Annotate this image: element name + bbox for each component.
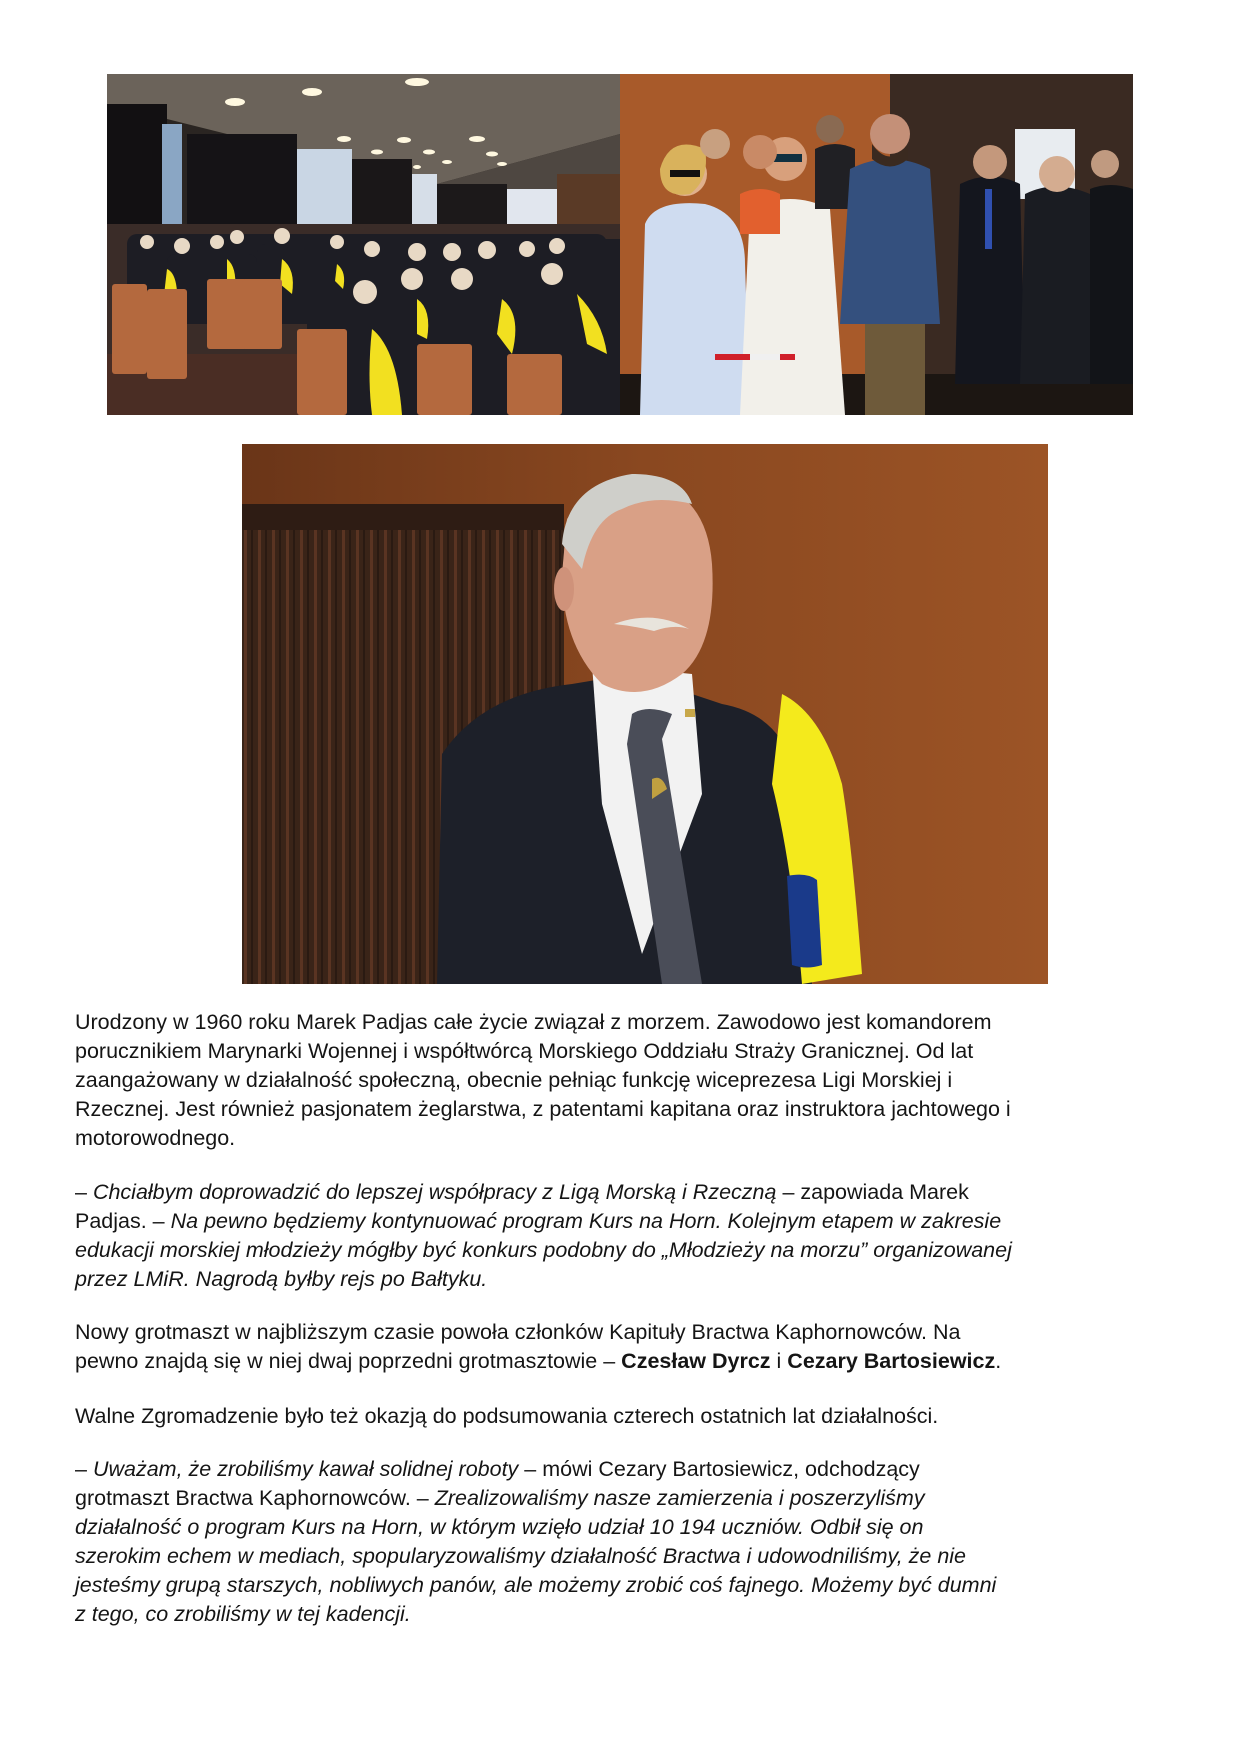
text-plain: . bbox=[995, 1349, 1002, 1373]
photo-group-standing bbox=[620, 74, 1133, 415]
text-line: edukacji morskiej młodzieży mógłby być konkurs podobny do „Młodzieży na morzu” organizowanej bbox=[75, 1238, 1012, 1262]
photo-assembly-and-group bbox=[107, 74, 1133, 415]
text-plain: pewno znajdą się w niej dwaj poprzedni grotmasztowie – bbox=[75, 1349, 622, 1373]
name-bold: Cezary Bartosiewicz bbox=[787, 1349, 996, 1373]
text-line: przez LMiR. Nagrodą byłby rejs po Bałtyku. bbox=[75, 1267, 488, 1291]
text-plain: i bbox=[770, 1349, 788, 1373]
text-line bbox=[75, 1455, 1185, 1484]
text-line: Urodzony w 1960 roku Marek Padjas całe życie związał z morzem. Zawodowo jest komandorem bbox=[75, 1010, 992, 1034]
text-line: zaangażowany w działalność społeczną, obecnie pełniąc funkcję wiceprezesa Ligi Morskiej i bbox=[75, 1068, 953, 1092]
photo-portrait bbox=[242, 444, 1048, 984]
quote-text: Na pewno będziemy kontynuować program Kurs na Horn. Kolejnym etapem w zakresie bbox=[170, 1209, 1002, 1233]
quote-text: Uważam, że zrobiliśmy kawał solidnej roboty bbox=[92, 1457, 519, 1481]
text-line: działalność o program Kurs na Horn, w którym wzięło udział 10 194 uczniów. Odbił się on bbox=[75, 1515, 924, 1539]
paragraph-quote-padjas bbox=[75, 1178, 1185, 1294]
quote-text: Chciałbym doprowadzić do lepszej współpracy z Ligą Morską i Rzeczną bbox=[92, 1180, 777, 1204]
text-line: motorowodnego. bbox=[75, 1126, 236, 1150]
badge-patch bbox=[787, 875, 822, 968]
name-bold: Czesław Dyrcz bbox=[621, 1349, 771, 1373]
text-line: Walne Zgromadzenie było też okazją do podsumowania czterech ostatnich lat działalności. bbox=[75, 1404, 939, 1428]
text-line: z tego, co zrobiliśmy w tej kadencji. bbox=[75, 1602, 411, 1626]
text-line bbox=[75, 1347, 1185, 1376]
text-line: porucznikiem Marynarki Wojennej i współtwórcą Morskiego Oddziału Straży Granicznej. Od lat bbox=[75, 1039, 974, 1063]
attribution: – mówi Cezary Bartosiewicz, odchodzący bbox=[518, 1457, 920, 1481]
text-line bbox=[75, 1484, 1185, 1513]
attribution: grotmaszt Bractwa Kaphornowców. – bbox=[75, 1486, 435, 1510]
photo-portrait-svg bbox=[242, 444, 1048, 984]
text-line bbox=[75, 1207, 1185, 1236]
text-line: szerokim echem w mediach, spopularyzowaliśmy działalność Bractwa i udowodniliśmy, że nie bbox=[75, 1544, 967, 1568]
dash: – bbox=[75, 1457, 93, 1481]
dash: – bbox=[75, 1180, 93, 1204]
photo-assembly-svg bbox=[107, 74, 1133, 415]
attribution: – zapowiada Marek bbox=[776, 1180, 969, 1204]
paragraph-quote-bartosiewicz bbox=[75, 1455, 1185, 1629]
text-line: jesteśmy grupą starszych, nobliwych panów, ale możemy zrobić coś fajnego. Możemy być dumni bbox=[75, 1573, 997, 1597]
text-line: Rzecznej. Jest również pasjonatem żeglarstwa, z patentami kapitana oraz instruktora jachtowego i bbox=[75, 1097, 1011, 1121]
text-line: Nowy grotmaszt w najbliższym czasie powoła członków Kapituły Bractwa Kaphornowców. Na bbox=[75, 1320, 961, 1344]
paragraph-biography bbox=[75, 1008, 1185, 1153]
paragraph-chapter bbox=[75, 1318, 1185, 1376]
attribution: Padjas. – bbox=[75, 1209, 171, 1233]
paragraph-summary bbox=[75, 1402, 1185, 1431]
text-line bbox=[75, 1178, 1185, 1207]
photo-conference-room bbox=[107, 74, 620, 415]
quote-text: Zrealizowaliśmy nasze zamierzenia i poszerzyliśmy bbox=[434, 1486, 925, 1510]
